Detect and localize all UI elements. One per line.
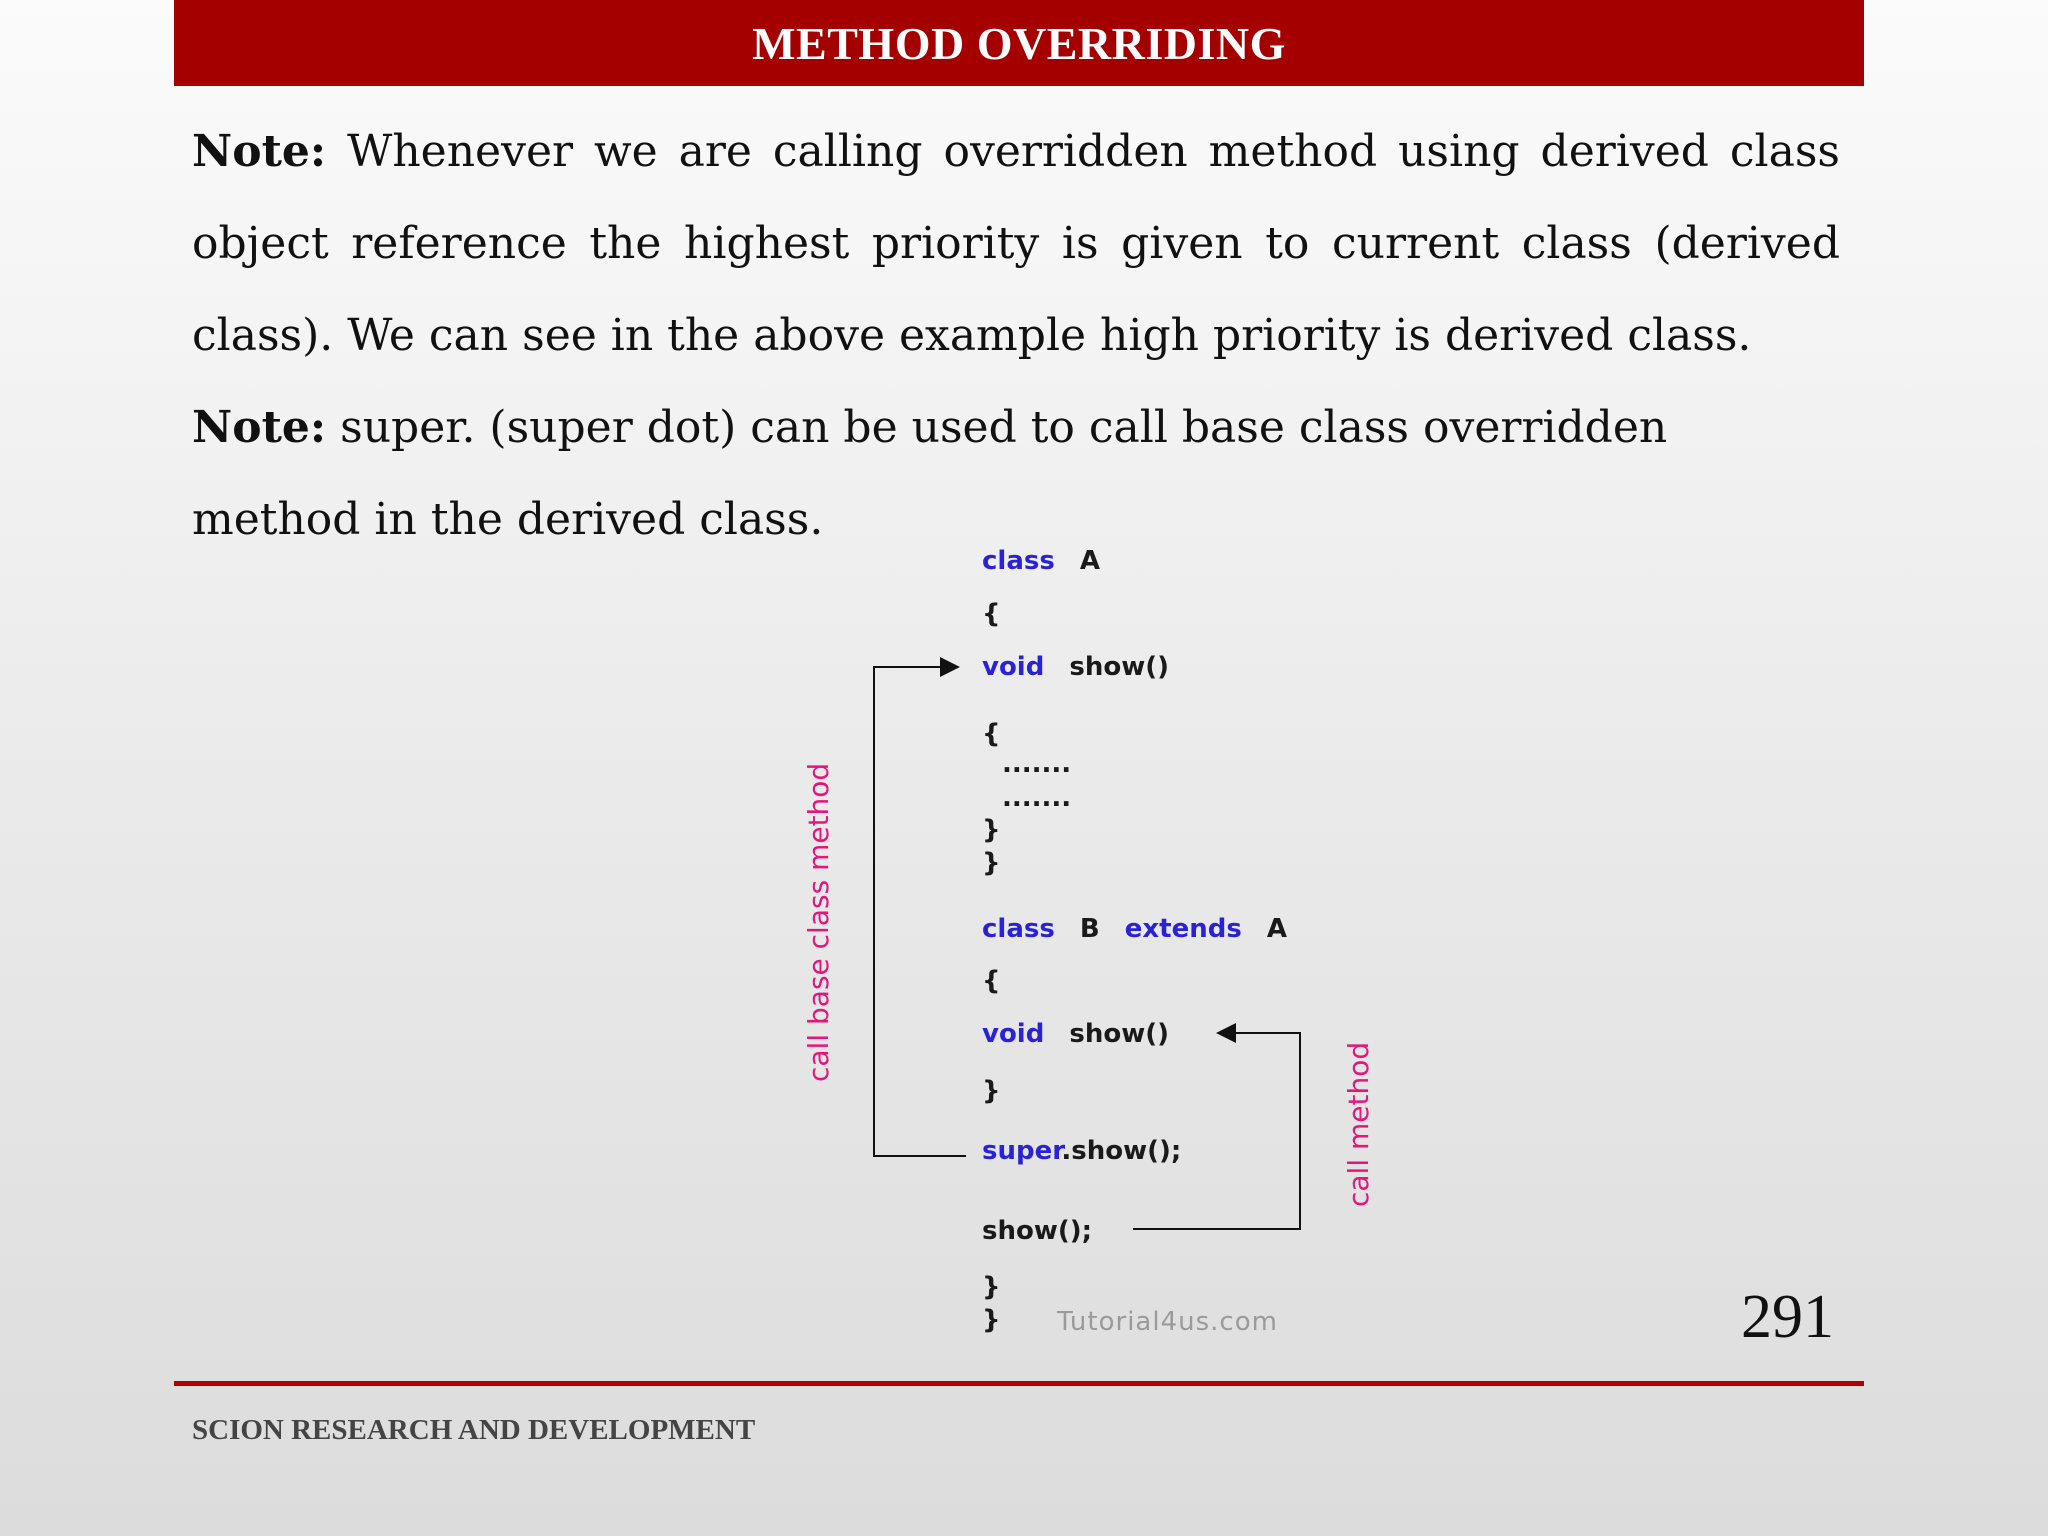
code-open-brace: {	[982, 599, 1001, 629]
watermark-text: Tutorial4us.com	[1057, 1307, 1278, 1337]
slide-title: METHOD OVERRIDING	[752, 17, 1286, 69]
footer-text: SCION RESEARCH AND DEVELOPMENT	[192, 1414, 756, 1446]
label-call-base-class-method: call base class method	[802, 762, 835, 1082]
keyword-void: void	[982, 652, 1045, 682]
page-number: 291	[1741, 1283, 1834, 1351]
code-close-brace: }	[982, 848, 1001, 878]
keyword-void: void	[982, 1019, 1045, 1049]
arrow-call-base	[874, 667, 966, 1156]
keyword-extends: extends	[1124, 914, 1242, 944]
note-label: Note:	[192, 126, 327, 177]
code-line-super-call	[982, 1136, 1181, 1166]
code-close-brace: }	[982, 1272, 1001, 1302]
code-open-brace: {	[982, 719, 1001, 749]
method-name: show()	[1069, 652, 1170, 682]
code-line-show-call: show();	[982, 1216, 1093, 1246]
class-name: B	[1079, 914, 1100, 944]
bottom-divider	[174, 1381, 1864, 1386]
super-call-rest: .show();	[1061, 1136, 1182, 1166]
code-line-class-b	[982, 914, 1287, 944]
keyword-class: class	[982, 546, 1055, 576]
note-label: Note:	[192, 402, 327, 453]
code-close-brace: }	[982, 815, 1001, 845]
label-call-method: call method	[1342, 1041, 1375, 1207]
arrow-call-method	[1133, 1033, 1300, 1229]
code-close-brace: }	[982, 1305, 1001, 1335]
code-close-brace: }	[982, 1076, 1001, 1106]
code-dots: .......	[1002, 783, 1072, 813]
note-paragraph-2	[192, 382, 1752, 566]
title-bar	[174, 0, 1864, 86]
code-line-void-show-b	[982, 1019, 1169, 1049]
code-open-brace: {	[982, 966, 1001, 996]
body-text	[192, 106, 1840, 566]
method-name: show()	[1069, 1019, 1170, 1049]
keyword-class: class	[982, 914, 1055, 944]
note-text: Whenever we are calling overridden method using derived class object reference the highest priority is given to current class (derived class). We can see in the above example high priority is derived class.	[192, 126, 1840, 361]
keyword-super: super	[982, 1136, 1062, 1166]
note-paragraph-1	[192, 106, 1840, 382]
note-text: super. (super dot) can be used to call base class overridden method in the derived class.	[192, 402, 1668, 545]
class-name: A	[1079, 546, 1101, 576]
code-dots: .......	[1002, 749, 1072, 779]
code-line-void-show-a	[982, 652, 1169, 682]
parent-class-name: A	[1266, 914, 1288, 944]
